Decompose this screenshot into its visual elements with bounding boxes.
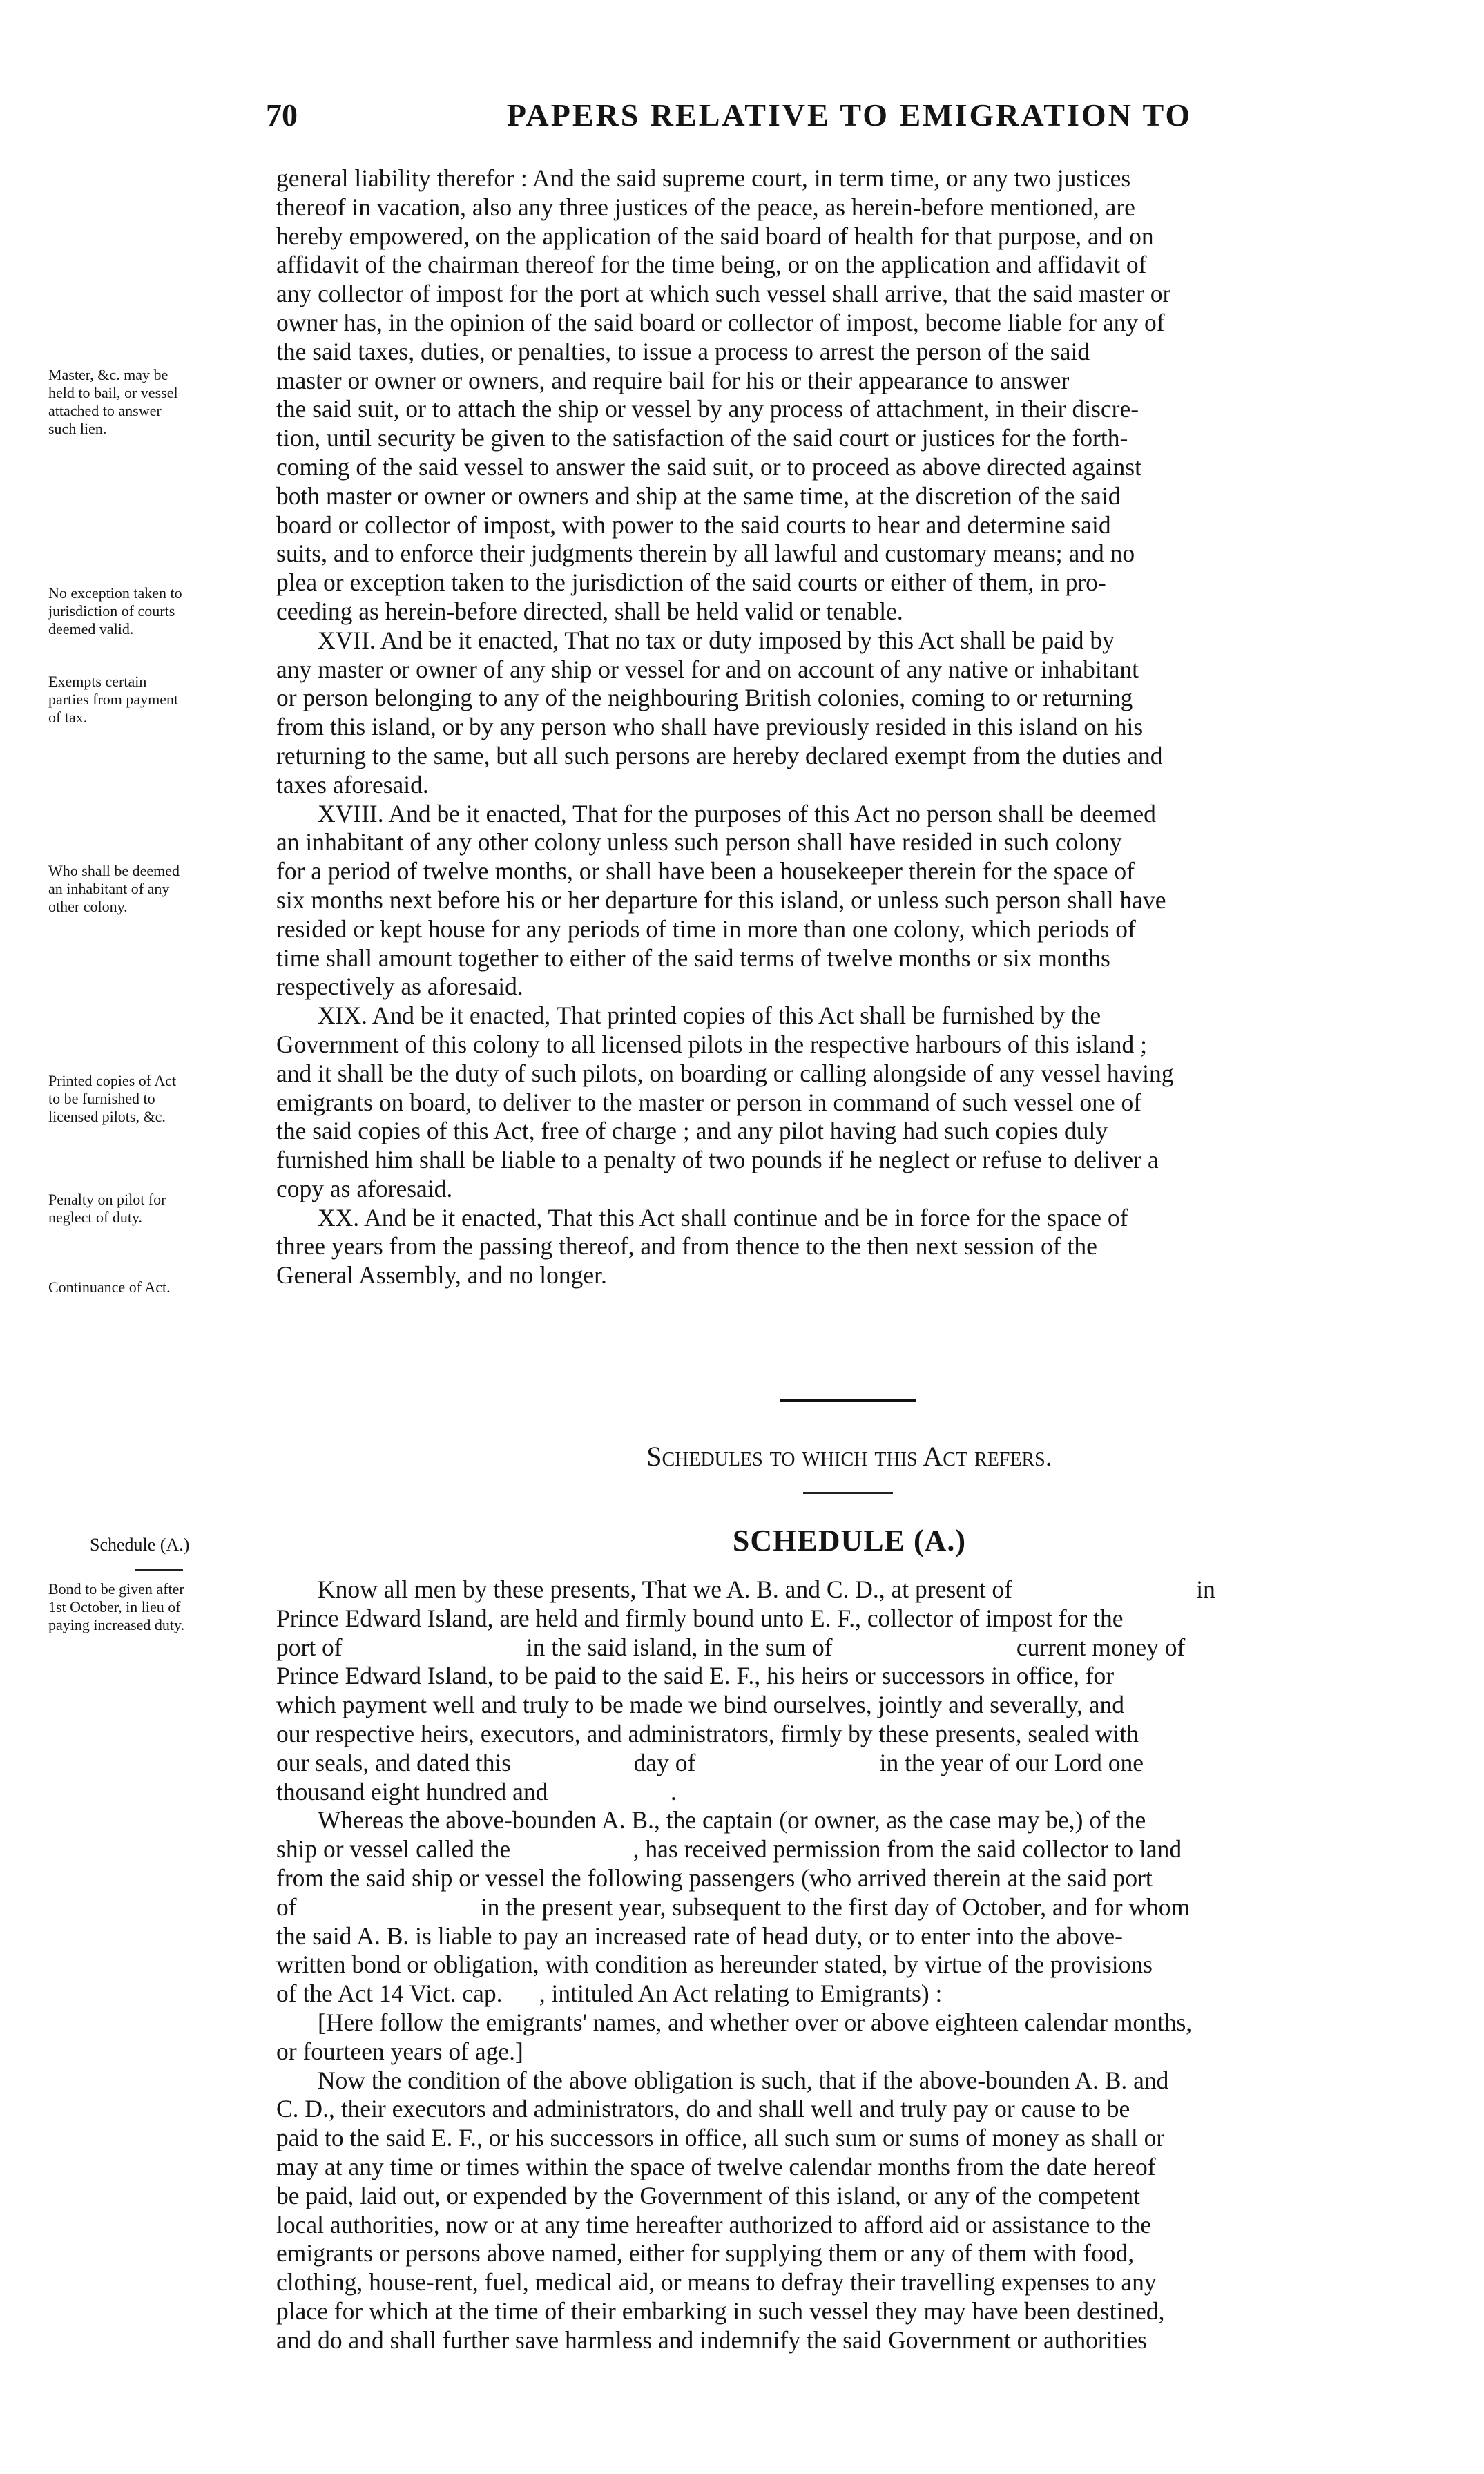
text-line: the said copies of this Act, free of charge ; and any pilot having had such copies duly (276, 1117, 1108, 1145)
schedule-paragraph-whereas (276, 1806, 1423, 2008)
margin-note-line: deemed valid. (48, 620, 134, 637)
text-line: resided or kept house for any periods of time in more than one colony, which periods of (276, 914, 1136, 943)
text-line: for a period of twelve months, or shall have been a housekeeper therein for the space of (276, 857, 1135, 885)
margin-note-line: other colony. (48, 898, 128, 915)
text-line: XX. And be it enacted, That this Act shall continue and be in force for the space of (318, 1203, 1128, 1231)
section-xvii (276, 626, 1423, 800)
text-line: emigrants on board, to deliver to the master or person in command of such vessel one of (276, 1088, 1142, 1116)
schedule-paragraph-note (276, 2008, 1423, 2067)
section-xx (276, 1204, 1423, 1290)
text-line: our seals, and dated this day of in the year of our Lord one (276, 1748, 1144, 1776)
margin-note-line: of tax. (48, 709, 88, 726)
margin-note-line: Who shall be deemed (48, 862, 180, 879)
text-line: board or collector of impost, with power to the said courts to hear and determine said (276, 510, 1111, 539)
margin-note-master-bail (48, 366, 262, 438)
text-line: the said suit, or to attach the ship or vessel by any process of attachment, in their discre- (276, 395, 1139, 423)
margin-note-continuance (48, 1278, 262, 1296)
margin-note-line: neglect of duty. (48, 1209, 143, 1226)
text-line: XIX. And be it enacted, That printed copies of this Act shall be furnished by the (318, 1001, 1101, 1030)
text-line: place for which at the time of their embarking in such vessel they may have been destined, (276, 2296, 1165, 2325)
section-divider (780, 1399, 916, 1402)
text-line: written bond or obligation, with condition as hereunder stated, by virtue of the provisions (276, 1950, 1153, 1979)
margin-note-line: paying increased duty. (48, 1616, 185, 1633)
text-line: ceeding as herein-before directed, shall be held valid or tenable. (276, 597, 903, 625)
text-line: Know all men by these presents, That we A. B. and C. D., at present of in (318, 1575, 1215, 1603)
schedule-paragraph-bond (276, 1575, 1423, 1806)
text-line: any collector of impost for the port at which such vessel shall arrive, that the said master or (276, 280, 1171, 308)
text-line: any master or owner of any ship or vessel for and on account of any native or inhabitant (276, 655, 1139, 683)
margin-note-no-exception (48, 584, 262, 638)
text-line: thousand eight hundred and . (276, 1777, 677, 1805)
margin-note-line: such lien. (48, 420, 107, 437)
text-line: may at any time or times within the space of twelve calendar months from the date hereof (276, 2152, 1156, 2180)
text-line: an inhabitant of any other colony unless such person shall have resided in such colony (276, 828, 1122, 856)
text-line: XVII. And be it enacted, That no tax or duty imposed by this Act shall be paid by (318, 626, 1115, 654)
text-line: the said A. B. is liable to pay an increased rate of head duty, or to enter into the above- (276, 1921, 1123, 1950)
margin-note-line: 1st October, in lieu of (48, 1598, 181, 1615)
text-line: our respective heirs, executors, and administrators, firmly by these presents, sealed with (276, 1719, 1139, 1747)
text-line: [Here follow the emigrants' names, and whether over or above eighteen calendar months, (318, 2008, 1193, 2036)
text-line: port of in the said island, in the sum of current money of (276, 1633, 1186, 1661)
schedules-title-text: Schedules to which this Act refers. (646, 1441, 1052, 1472)
text-line: emigrants or persons above named, either for supplying them or any of them with food, (276, 2239, 1135, 2267)
continuation-paragraph (276, 164, 1423, 1290)
text-line: furnished him shall be liable to a penalty of two pounds if he neglect or refuse to deliver a (276, 1146, 1159, 1174)
text-line: of in the present year, subsequent to the first day of October, and for whom (276, 1892, 1191, 1921)
text-line: or person belonging to any of the neighbouring British colonies, coming to or returning (276, 684, 1133, 712)
margin-note-line: held to bail, or vessel (48, 384, 178, 401)
margin-note-line: Printed copies of Act (48, 1072, 177, 1089)
margin-note-line: Exempts certain (48, 673, 147, 690)
text-line: Prince Edward Island, to be paid to the said E. F., his heirs or successors in office, for (276, 1662, 1115, 1690)
margin-note-line: to be furnished to (48, 1090, 155, 1107)
text-line: ship or vessel called the , has received permission from the said collector to land (276, 1835, 1182, 1863)
text-line: general liability therefor : And the said supreme court, in term time, or any two justices (276, 164, 1131, 192)
running-title: PAPERS RELATIVE TO EMIGRATION TO (506, 97, 1193, 133)
text-line: clothing, house-rent, fuel, medical aid, or means to defray their travelling expenses to any (276, 2268, 1157, 2296)
schedule-a-text (276, 1575, 1423, 2355)
text-line: coming of the said vessel to answer the said suit, or to proceed as above directed against (276, 452, 1141, 481)
margin-note-line: Penalty on pilot for (48, 1191, 166, 1208)
text-line: both master or owner or owners and ship at the same time, at the discretion of the said (276, 481, 1121, 510)
text-line: General Assembly, and no longer. (276, 1261, 607, 1289)
margin-note-penalty (48, 1191, 262, 1227)
text-line: Now the condition of the above obligation is such, that if the above-bounden A. B. and (318, 2066, 1169, 2094)
margin-note-line: licensed pilots, &c. (48, 1108, 166, 1125)
text-line: and do and shall further save harmless and indemnify the said Government or authorities (276, 2326, 1147, 2354)
side-label-rule (135, 1569, 183, 1571)
margin-note-exempts (48, 673, 262, 727)
text-line: time shall amount together to either of the said terms of twelve months or six months (276, 943, 1110, 972)
text-line: and it shall be the duty of such pilots, on boarding or calling alongside of any vessel having (276, 1059, 1174, 1087)
text-line: master or owner or owners, and require bail for his or their appearance to answer (276, 366, 1070, 394)
text-line: thereof in vacation, also any three justices of the peace, as herein-before mentioned, are (276, 193, 1135, 221)
margin-note-line: Bond to be given after (48, 1580, 184, 1598)
text-line: owner has, in the opinion of the said board or collector of impost, become liable for any of (276, 308, 1165, 336)
text-line: returning to the same, but all such persons are hereby declared exempt from the duties and (276, 741, 1163, 769)
margin-note-line: jurisdiction of courts (48, 602, 175, 620)
text-line: Government of this colony to all licensed pilots in the respective harbours of this island ; (276, 1030, 1147, 1058)
text-line: paid to the said E. F., or his successors in office, all such sum or sums of money as shall or (276, 2124, 1165, 2152)
schedule-paragraph-condition (276, 2067, 1423, 2355)
text-line: from the said ship or vessel the following passengers (who arrived therein at the said port (276, 1863, 1153, 1892)
text-line: C. D., their executors and administrators, do and shall well and truly pay or cause to be (276, 2095, 1130, 2123)
section-xviii (276, 800, 1423, 1002)
text-line: hereby empowered, on the application of the said board of health for that purpose, and on (276, 222, 1154, 250)
section-xix (276, 1001, 1423, 1204)
text-line: or fourteen years of age.] (276, 2037, 523, 2065)
page-number: 70 (266, 97, 298, 133)
margin-note-line: Continuance of Act. (48, 1278, 171, 1296)
text-line: plea or exception taken to the jurisdiction of the said courts or either of them, in pro- (276, 568, 1106, 597)
title-underline (803, 1492, 893, 1494)
text-line: which payment well and truly to be made we bind ourselves, jointly and severally, and (276, 1691, 1125, 1719)
text-line: the said taxes, duties, or penalties, to issue a process to arrest the person of the said (276, 337, 1090, 365)
text-line: affidavit of the chairman thereof for the time being, or on the application and affidavit of (276, 251, 1147, 279)
text-line: of the Act 14 Vict. cap. , intituled An Act relating to Emigrants) : (276, 1979, 943, 2008)
text-line: tion, until security be given to the satisfaction of the said court or justices for the forth- (276, 424, 1128, 452)
margin-note-inhabitant (48, 862, 262, 916)
page-header (266, 97, 1433, 138)
text-line: from this island, or by any person who shall have previously resided in this island on his (276, 713, 1144, 741)
schedules-title (276, 1440, 1423, 1473)
margin-note-printed-copies (48, 1072, 262, 1126)
margin-note-bond (48, 1580, 262, 1634)
schedule-heading: SCHEDULE (A.) (732, 1524, 967, 1557)
margin-note-line: No exception taken to (48, 584, 182, 602)
text-line: respectively as aforesaid. (276, 972, 523, 1001)
margin-note-line: attached to answer (48, 402, 162, 419)
text-line: suits, and to enforce their judgments therein by all lawful and customary means; and no (276, 539, 1135, 568)
schedule-side-label: Schedule (A.) (90, 1535, 190, 1555)
margin-note-line: parties from payment (48, 691, 179, 708)
text-line: Prince Edward Island, are held and firmly bound unto E. F., collector of impost for the (276, 1604, 1124, 1632)
text-line: local authorities, now or at any time hereafter authorized to afford aid or assistance to the (276, 2210, 1152, 2238)
margin-note-line: Master, &c. may be (48, 366, 168, 383)
text-line: three years from the passing thereof, and from thence to the then next session of the (276, 1232, 1097, 1260)
margin-note-line: an inhabitant of any (48, 880, 170, 897)
text-line: six months next before his or her departure for this island, or unless such person shall have (276, 885, 1166, 914)
text-line: Whereas the above-bounden A. B., the captain (or owner, as the case may be,) of the (318, 1806, 1146, 1834)
text-line: taxes aforesaid. (276, 770, 429, 798)
text-line: copy as aforesaid. (276, 1174, 453, 1202)
text-line: be paid, laid out, or expended by the Government of this island, or any of the competent (276, 2181, 1141, 2209)
text-line: XVIII. And be it enacted, That for the purposes of this Act no person shall be deemed (318, 799, 1156, 827)
